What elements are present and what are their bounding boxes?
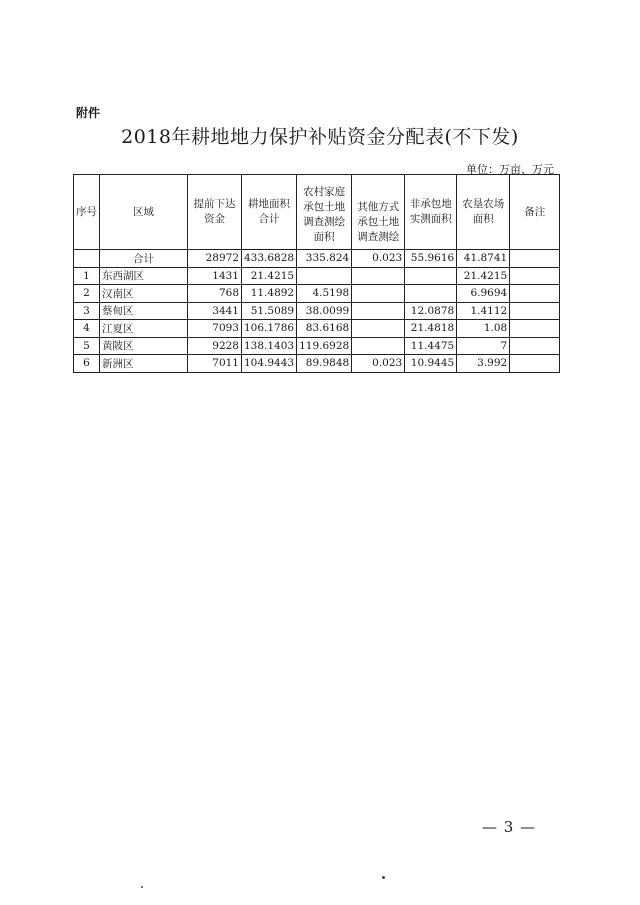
row-non-contract (405, 285, 457, 303)
row-remarks (510, 355, 560, 373)
table-row (74, 285, 560, 303)
row-area-total: 21.4215 (242, 267, 297, 285)
total-non-contract: 55.9616 (405, 250, 457, 268)
row-advance-fund: 7011 (188, 355, 242, 373)
row-rural-household: 89.9848 (297, 355, 352, 373)
row-rural-household: 119.6928 (297, 337, 352, 355)
table-row (74, 267, 560, 285)
row-rural-household: 4.5198 (297, 285, 352, 303)
attachment-label: 附件 (76, 106, 101, 120)
row-non-contract: 11.4475 (405, 337, 457, 355)
total-farm-area: 41.8741 (457, 250, 510, 268)
header-farm-area: 农垦农场面积 (457, 175, 510, 250)
row-area-total: 11.4892 (242, 285, 297, 303)
table-row (74, 302, 560, 320)
row-farm-area: 1.4112 (457, 302, 510, 320)
total-area-total: 433.6828 (242, 250, 297, 268)
total-label: 合计 (100, 250, 188, 268)
table-header-row (74, 175, 560, 250)
header-area-total: 耕地面积合计 (242, 175, 297, 250)
row-other-method (352, 267, 405, 285)
row-remarks (510, 302, 560, 320)
row-other-method: 0.023 (352, 355, 405, 373)
row-district: 汉南区 (100, 285, 188, 303)
row-rural-household (297, 267, 352, 285)
row-district: 新洲区 (100, 355, 188, 373)
row-district: 蔡甸区 (100, 302, 188, 320)
row-non-contract: 10.9445 (405, 355, 457, 373)
total-seq-cell (74, 250, 100, 268)
total-other-method: 0.023 (352, 250, 405, 268)
row-farm-area: 3.992 (457, 355, 510, 373)
header-non-contract: 非承包地实测面积 (405, 175, 457, 250)
row-advance-fund: 768 (188, 285, 242, 303)
row-farm-area: 7 (457, 337, 510, 355)
row-seq: 4 (74, 320, 100, 338)
table-total-row (74, 250, 560, 268)
row-seq: 2 (74, 285, 100, 303)
header-other-method: 其他方式承包土地调查测绘 (352, 175, 405, 250)
row-seq: 1 (74, 267, 100, 285)
page-number: — 3 — (482, 818, 537, 836)
scan-speck (141, 886, 143, 888)
row-remarks (510, 320, 560, 338)
row-other-method (352, 320, 405, 338)
scan-speck (382, 876, 385, 879)
row-non-contract: 12.0878 (405, 302, 457, 320)
row-farm-area: 1.08 (457, 320, 510, 338)
row-advance-fund: 7093 (188, 320, 242, 338)
row-district: 江夏区 (100, 320, 188, 338)
header-advance-fund: 提前下达资金 (188, 175, 242, 250)
row-other-method (352, 337, 405, 355)
row-non-contract (405, 267, 457, 285)
row-remarks (510, 337, 560, 355)
row-other-method (352, 285, 405, 303)
table-row (74, 320, 560, 338)
row-area-total: 104.9443 (242, 355, 297, 373)
table-row (74, 337, 560, 355)
row-advance-fund: 1431 (188, 267, 242, 285)
row-seq: 6 (74, 355, 100, 373)
row-advance-fund: 9228 (188, 337, 242, 355)
table-row (74, 355, 560, 373)
row-district: 黄陂区 (100, 337, 188, 355)
row-farm-area: 6.9694 (457, 285, 510, 303)
total-advance-fund: 28972 (188, 250, 242, 268)
header-remarks: 备注 (510, 175, 560, 250)
row-remarks (510, 285, 560, 303)
row-farm-area: 21.4215 (457, 267, 510, 285)
row-rural-household: 38.0099 (297, 302, 352, 320)
allocation-table (73, 174, 560, 373)
total-remarks (510, 250, 560, 268)
row-rural-household: 83.6168 (297, 320, 352, 338)
total-rural-household: 335.824 (297, 250, 352, 268)
header-district: 区域 (100, 175, 188, 250)
row-advance-fund: 3441 (188, 302, 242, 320)
row-seq: 3 (74, 302, 100, 320)
row-non-contract: 21.4818 (405, 320, 457, 338)
header-rural-household: 农村家庭承包土地调查测绘面积 (297, 175, 352, 250)
document-title: 2018年耕地地力保护补贴资金分配表(不下发) (121, 126, 519, 148)
unit-note: 单位：万亩、万元 (466, 163, 554, 176)
row-other-method (352, 302, 405, 320)
row-area-total: 138.1403 (242, 337, 297, 355)
row-seq: 5 (74, 337, 100, 355)
header-seq: 序号 (74, 175, 100, 250)
row-remarks (510, 267, 560, 285)
row-area-total: 51.5089 (242, 302, 297, 320)
row-area-total: 106.1786 (242, 320, 297, 338)
row-district: 东西湖区 (100, 267, 188, 285)
